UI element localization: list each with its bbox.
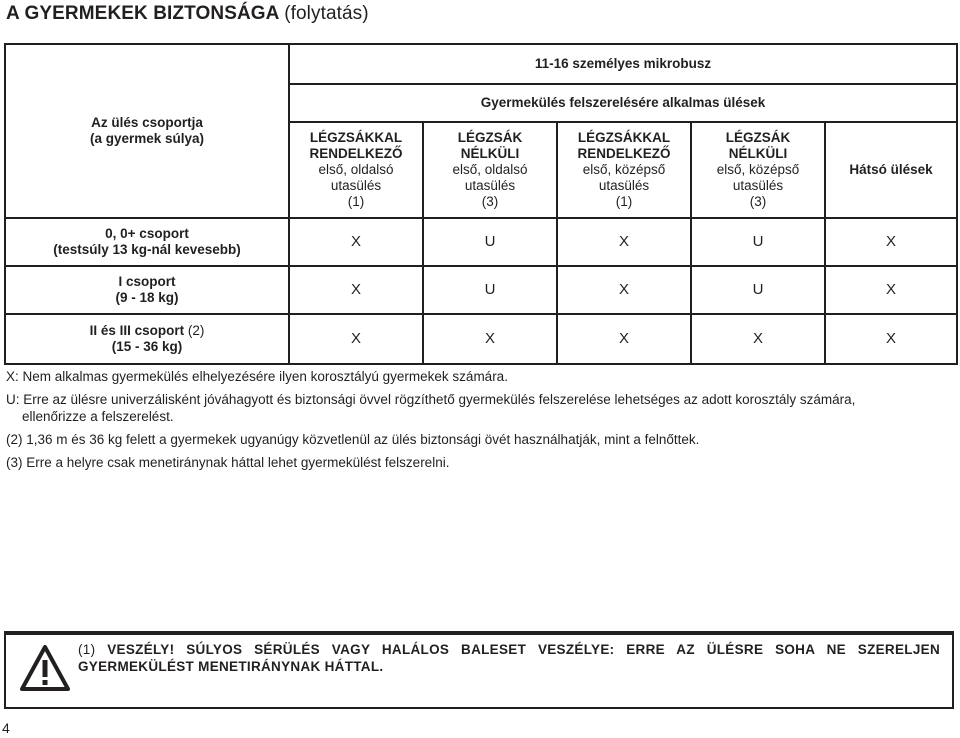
column-header-line: LÉGZSÁK bbox=[457, 130, 523, 145]
note-x: X: Nem alkalmas gyermekülés elhelyezésére ilyen korosztályú gyermekek számára. bbox=[6, 369, 508, 384]
row-label-line1: II és III csoport bbox=[89, 323, 185, 338]
column-header bbox=[557, 122, 691, 218]
column-header-line: Hátsó ülések bbox=[849, 162, 933, 177]
note-2: (2) 1,36 m és 36 kg felett a gyermekek ugyanúgy közvetlenül az ülés biztonsági övét használhatják, mint a felnőttek. bbox=[6, 432, 700, 447]
warning-box bbox=[4, 633, 954, 709]
note-u bbox=[6, 391, 956, 425]
table-cell: U bbox=[423, 218, 557, 266]
group-header bbox=[5, 44, 289, 218]
column-header-line: LÉGZSÁKKAL bbox=[577, 130, 671, 145]
row-label bbox=[5, 314, 289, 364]
table-cell: U bbox=[423, 266, 557, 314]
column-header-line: RENDELKEZŐ bbox=[309, 146, 403, 161]
footnotes bbox=[6, 368, 956, 477]
column-header bbox=[423, 122, 557, 218]
note-3: (3) Erre a helyre csak menetiránynak háttal lehet gyermekülést felszerelni. bbox=[6, 455, 450, 470]
column-header-line: LÉGZSÁKKAL bbox=[309, 130, 403, 145]
column-header-note: (3) bbox=[481, 194, 499, 209]
table-cell: X bbox=[825, 314, 957, 364]
row-label-line2: (testsúly 13 kg-nál kevesebb) bbox=[53, 242, 241, 257]
column-header-note: (3) bbox=[749, 194, 767, 209]
child-seat-table bbox=[4, 43, 958, 365]
table-cell: X bbox=[289, 218, 423, 266]
row-label bbox=[5, 266, 289, 314]
table-cell: U bbox=[691, 218, 825, 266]
table-cell: U bbox=[691, 266, 825, 314]
note-u-line1: U: Erre az ülésre univerzálisként jóváhagyott és biztonsági övvel rögzíthető gyermekülés felszerelése lehetséges az adott korosztály számára, bbox=[6, 392, 856, 407]
suitable-seats-subheader: Gyermekülés felszerelésére alkalmas ülések bbox=[289, 84, 957, 122]
column-header-line: utasülés bbox=[598, 178, 650, 193]
row-label-line2: (9 - 18 kg) bbox=[115, 290, 179, 305]
page-title-main: A GYERMEKEK BIZTONSÁGA bbox=[6, 3, 279, 24]
column-header-note: (1) bbox=[615, 194, 633, 209]
column-header-line: utasülés bbox=[464, 178, 516, 193]
warning-lead: (1) bbox=[78, 642, 96, 657]
column-header-line: első, oldalsó bbox=[318, 162, 394, 177]
column-header-line: NÉLKÜLI bbox=[460, 146, 520, 161]
table-cell: X bbox=[423, 314, 557, 364]
table-cell: X bbox=[557, 314, 691, 364]
table-cell: X bbox=[825, 218, 957, 266]
row-label-line1: I csoport bbox=[118, 274, 176, 289]
page-number: 4 bbox=[2, 720, 10, 736]
column-header-line: utasülés bbox=[330, 178, 382, 193]
row-label-line2: (15 - 36 kg) bbox=[111, 339, 183, 354]
column-header-line: utasülés bbox=[732, 178, 784, 193]
table-cell: X bbox=[289, 314, 423, 364]
column-header-line: első, középső bbox=[582, 162, 666, 177]
note-u-line2: ellenőrizze a felszerelést. bbox=[22, 409, 174, 424]
group-header-line2: (a gyermek súlya) bbox=[89, 131, 205, 146]
column-header-line: NÉLKÜLI bbox=[728, 146, 788, 161]
warning-text bbox=[78, 641, 940, 675]
table-cell: X bbox=[557, 218, 691, 266]
table-cell: X bbox=[557, 266, 691, 314]
column-header-note: (1) bbox=[347, 194, 365, 209]
column-header-line: RENDELKEZŐ bbox=[577, 146, 671, 161]
row-label-line1: 0, 0+ csoport bbox=[105, 226, 189, 241]
row-label-note: (2) bbox=[187, 323, 205, 338]
row-label bbox=[5, 218, 289, 266]
page-title-suffix: (folytatás) bbox=[284, 3, 369, 24]
vehicle-header: 11-16 személyes mikrobusz bbox=[289, 44, 957, 84]
table-cell: X bbox=[289, 266, 423, 314]
table-cell: X bbox=[691, 314, 825, 364]
column-header-line: első, középső bbox=[716, 162, 800, 177]
column-header bbox=[691, 122, 825, 218]
group-header-line1: Az ülés csoportja bbox=[91, 115, 203, 130]
column-header bbox=[289, 122, 423, 218]
warning-triangle-icon bbox=[20, 645, 70, 691]
column-header-line: LÉGZSÁK bbox=[725, 130, 791, 145]
page-title bbox=[6, 3, 369, 25]
warning-message: VESZÉLY! SÚLYOS SÉRÜLÉS VAGY HALÁLOS BALESET VESZÉLYE: ERRE AZ ÜLÉSRE SOHA NE SZERELJEN GYERMEKÜLÉST MENETIRÁNYNAK HÁTTAL. bbox=[78, 642, 940, 674]
column-header-rear-seats bbox=[825, 122, 957, 218]
table-cell: X bbox=[825, 266, 957, 314]
column-header-line: első, oldalsó bbox=[452, 162, 528, 177]
